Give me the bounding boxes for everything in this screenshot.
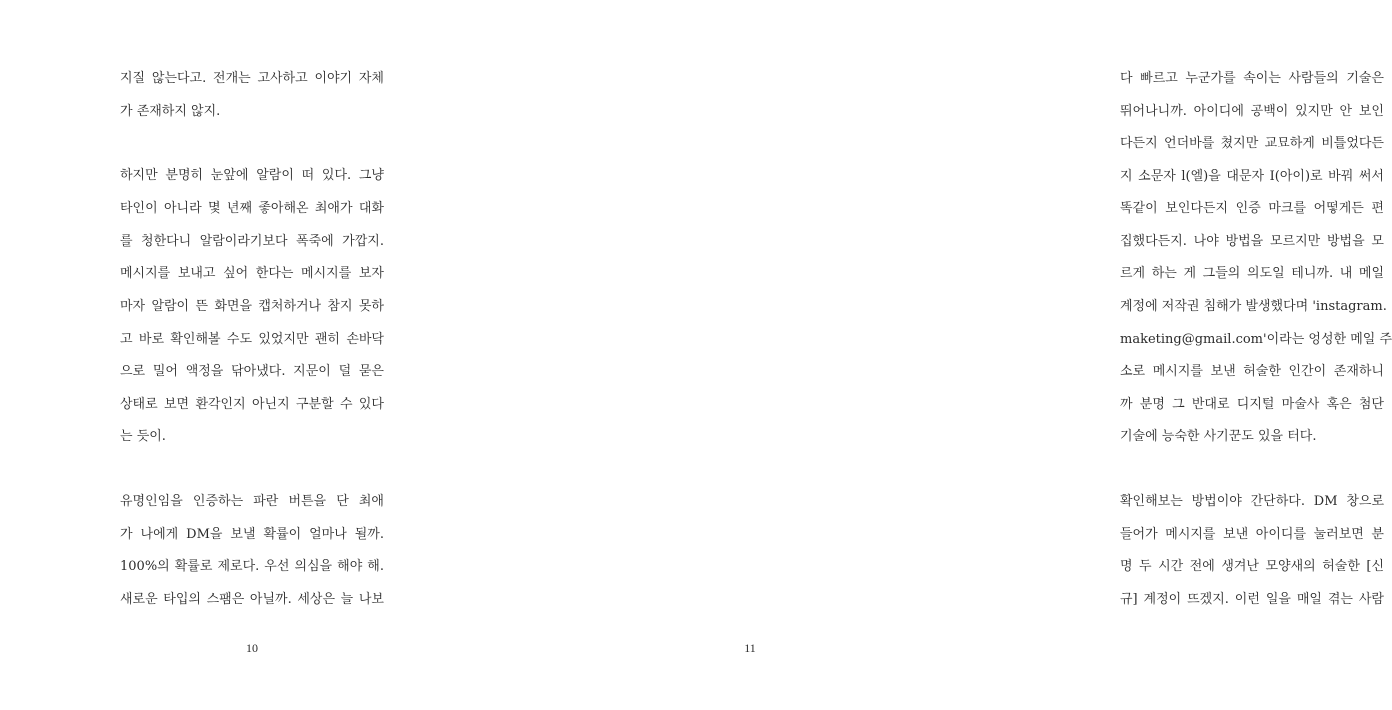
text-line: 지 소문자 l(엘)을 대문자 I(아이)로 바꿔 써서 (1120, 169, 1384, 184)
text-line: 들어가 메시지를 보낸 아이디를 눌러보면 분 (1120, 527, 1384, 542)
text-line: 계정에 저작권 침해가 발생했다며 'instagram. (1120, 299, 1387, 314)
text-line: 하지만 분명히 눈앞에 알람이 떠 있다. 그냥 (120, 168, 384, 183)
text-line: 유명인임을 인증하는 파란 버튼을 단 최애 (120, 494, 384, 509)
text-line: 가 존재하지 않지. (120, 104, 221, 119)
text-line: 새로운 타입의 스팸은 아닐까. 세상은 늘 나보 (120, 592, 384, 607)
right-page (500, 0, 1392, 710)
text-line: 규] 계정이 뜨겠지. 이런 일을 매일 겪는 사람 (1120, 592, 1384, 607)
text-line: 지질 않는다고. 전개는 고사하고 이야기 자체 (120, 71, 384, 86)
text-line: 까 분명 그 반대로 디지털 마술사 혹은 첨단 (1120, 397, 1384, 412)
text-line: 마자 알람이 뜬 화면을 캡처하거나 참지 못하 (120, 299, 384, 314)
text-line: 뛰어나니까. 아이디에 공백이 있지만 안 보인 (1120, 104, 1384, 119)
text-line: 상태로 보면 환각인지 아닌지 구분할 수 있다 (120, 397, 384, 412)
text-line: 가 나에게 DM을 보낼 확률이 얼마나 될까. (120, 527, 384, 542)
text-line: 메시지를 보내고 싶어 한다는 메시지를 보자 (120, 266, 384, 281)
text-line: 타인이 아니라 몇 년째 좋아해온 최애가 대화 (120, 201, 384, 216)
left-page (0, 0, 500, 710)
text-line: maketing@gmail.com'이라는 엉성한 메일 주 (1120, 332, 1392, 347)
page-number: 10 (246, 641, 258, 655)
text-line: 똑같이 보인다든지 인증 마크를 어떻게든 편 (1120, 201, 1384, 216)
text-line: 다 빠르고 누군가를 속이는 사람들의 기술은 (1120, 71, 1384, 86)
text-line: 집했다든지. 나야 방법을 모르지만 방법을 모 (1120, 234, 1384, 249)
text-line: 100%의 확률로 제로다. 우선 의심을 해야 해. (120, 559, 384, 574)
page-number: 11 (744, 641, 756, 655)
text-line: 소로 메시지를 보낸 허술한 인간이 존재하니 (1120, 364, 1384, 379)
text-line: 는 듯이. (120, 429, 166, 444)
text-line: 를 청한다니 알람이라기보다 폭죽에 가깝지. (120, 234, 384, 249)
text-line: 확인해보는 방법이야 간단하다. DM 창으로 (1120, 494, 1384, 509)
text-line: 기술에 능숙한 사기꾼도 있을 터다. (1120, 429, 1317, 444)
text-line: 다든지 언더바를 쳤지만 교묘하게 비틀었다든 (1120, 136, 1384, 151)
text-line: 으로 밀어 액정을 닦아냈다. 지문이 덜 묻은 (120, 364, 384, 379)
text-line: 르게 하는 게 그들의 의도일 테니까. 내 메일 (1120, 266, 1384, 281)
text-line: 명 두 시간 전에 생겨난 모양새의 허술한 [신 (1120, 559, 1384, 574)
text-line: 고 바로 확인해볼 수도 있었지만 괜히 손바닥 (120, 332, 384, 347)
